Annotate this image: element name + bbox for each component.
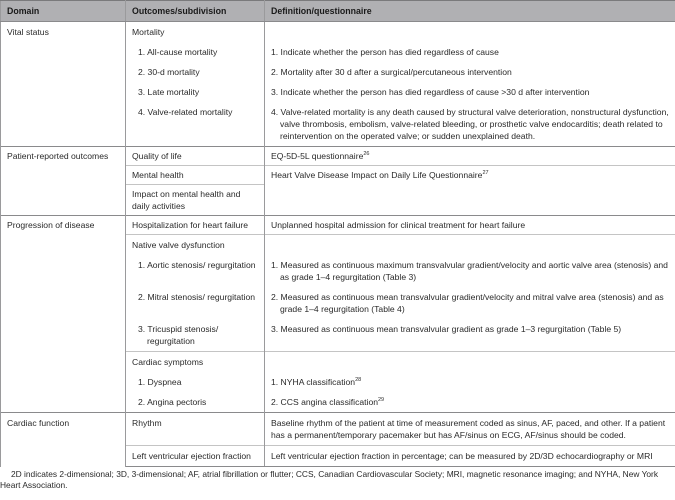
reference-superscript: 29: [378, 397, 385, 403]
definition-cell: [265, 235, 675, 256]
header-domain: Domain: [1, 1, 126, 22]
domain-cell: Cardiac function: [1, 413, 126, 467]
definition-cell: Baseline rhythm of the patient at time of measurement coded as sinus, AF, paced, and other. If a patient has a permanent/temporary pacemaker but has AF/sinus on ECG, AF/sinus should be coded.: [265, 413, 675, 446]
outcome-cell: Rhythm: [126, 413, 265, 446]
definition-cell: 1. Indicate whether the person has died regardless of cause: [265, 42, 675, 62]
outcome-cell: 2. Angina pectoris: [126, 392, 265, 413]
definition-cell: 2. Mortality after 30 d after a surgical/percutaneous intervention: [265, 62, 675, 82]
definition-cell: 4. Valve-related mortality is any death caused by structural valve deterioration, nonstructural dysfunction, valve thrombosis, embolism, valve-related bleeding, or prosthetic valve endocarditis; death related to reintervention on the operated valve; or sudden unexplained death.: [265, 102, 675, 147]
outcome-cell: 3. Tricuspid stenosis/ regurgitation: [126, 319, 265, 352]
table-footnote: 2D indicates 2-dimensional; 3D, 3-dimensional; AF, atrial fibrillation or flutter; CCS, Canadian Cardiovascular Society; MRI, magnetic resonance imaging; and NYHA, New York Heart Association.: [0, 469, 659, 490]
definition-cell: Left ventricular ejection fraction in percentage; can be measured by 2D/3D echocardiography or MRI: [265, 446, 675, 467]
outcome-cell: 3. Late mortality: [126, 82, 265, 102]
definition-cell: Heart Valve Disease Impact on Daily Life Questionnaire$^{27}$: [265, 166, 675, 216]
definition-cell: Unplanned hospital admission for clinical treatment for heart failure: [265, 216, 675, 235]
outcome-cell: Quality of life: [126, 147, 265, 166]
domain-cell: Patient-reported outcomes: [1, 147, 126, 216]
table-header-row: [1, 1, 675, 22]
definition-cell: EQ-5D-5L questionnaire$^{26}$: [265, 147, 675, 166]
header-definition: Definition/questionnaire: [265, 1, 675, 22]
subdivision-cell: Native valve dysfunction: [126, 235, 265, 256]
outcome-cell: Left ventricular ejection fraction: [126, 446, 265, 467]
table-row: [1, 22, 675, 43]
outcome-cell: 1. Aortic stenosis/ regurgitation: [126, 255, 265, 287]
outcome-cell: 1. Dyspnea: [126, 372, 265, 392]
definition-cell: 1. Measured as continuous maximum transvalvular gradient/velocity and aortic valve area (stenosis) and as grade 1–4 regurgitation (Table 3): [265, 255, 675, 287]
domain-cell: Vital status: [1, 22, 126, 147]
definition-cell: 3. Indicate whether the person has died regardless of cause >30 d after intervention: [265, 82, 675, 102]
outcome-cell: 2. Mitral stenosis/ regurgitation: [126, 287, 265, 319]
definition-cell: [265, 352, 675, 373]
table-row: [1, 147, 675, 166]
subdivision-cell: Cardiac symptoms: [126, 352, 265, 373]
outcome-cell: Hospitalization for heart failure: [126, 216, 265, 235]
header-outcomes: Outcomes/subdivision: [126, 1, 265, 22]
definition-cell: 2. Measured as continuous mean transvalvular gradient/velocity and mitral valve area (stenosis) and as grade 1–4 regurgitation (Table 4): [265, 287, 675, 319]
outcome-cell: 2. 30-d mortality: [126, 62, 265, 82]
definition-cell: 1. NYHA classification$^{28}$: [265, 372, 675, 392]
definition-cell: 2. CCS angina classification$^{29}$: [265, 392, 675, 413]
subdivision-cell: Mortality: [126, 22, 265, 43]
table-row: [1, 216, 675, 235]
definition-cell: 3. Measured as continuous mean transvalvular gradient as grade 1–3 regurgitation (Table 5): [265, 319, 675, 352]
outcome-cell: Mental health: [126, 166, 265, 185]
outcome-cell: 4. Valve-related mortality: [126, 102, 265, 147]
reference-superscript: 27: [482, 170, 489, 176]
outcome-cell: Impact on mental health and daily activities: [126, 185, 265, 216]
table-row: [1, 413, 675, 446]
reference-superscript: 28: [355, 377, 362, 383]
reference-superscript: 26: [363, 151, 370, 157]
definition-cell: [265, 22, 675, 43]
domain-cell: Progression of disease: [1, 216, 126, 413]
outcome-cell: 1. All-cause mortality: [126, 42, 265, 62]
